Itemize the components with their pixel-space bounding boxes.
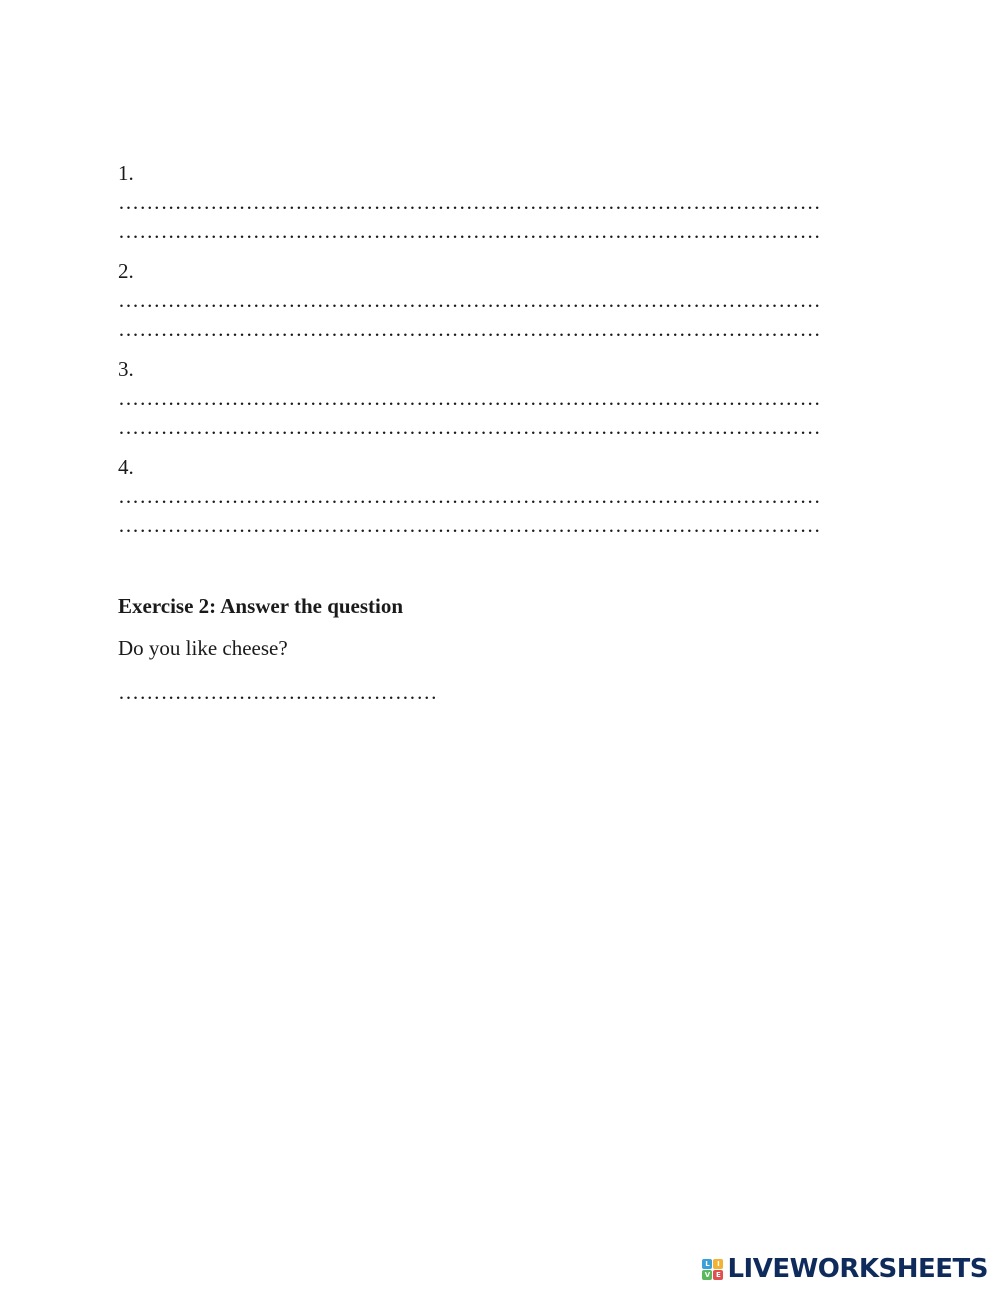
item-number: 1. bbox=[118, 161, 134, 185]
answer-line[interactable]: ……………………………………………………………………………………… bbox=[118, 190, 821, 214]
exercise-2-question: Do you like cheese? bbox=[118, 636, 288, 660]
answer-line[interactable]: ……………………………………………………………………………………… bbox=[118, 415, 821, 439]
exercise-2-title: Exercise 2: Answer the question bbox=[118, 594, 404, 618]
answer-item-2 bbox=[118, 256, 878, 344]
answer-line[interactable]: ……………………………………………………………………………………… bbox=[118, 317, 821, 341]
answer-item-3 bbox=[118, 354, 878, 442]
item-number: 4. bbox=[118, 455, 134, 479]
exercise-1-answer-area bbox=[118, 158, 878, 550]
answer-line[interactable]: ……………………………………………………………………………………… bbox=[118, 386, 821, 410]
logo-tile: E bbox=[713, 1270, 723, 1280]
answer-item-4 bbox=[118, 452, 878, 540]
exercise-2-answer-line[interactable]: ……………………………………… bbox=[118, 680, 438, 704]
item-number: 3. bbox=[118, 357, 134, 381]
answer-line[interactable]: ……………………………………………………………………………………… bbox=[118, 513, 821, 537]
logo-tile: V bbox=[702, 1270, 712, 1280]
logo-tile: I bbox=[713, 1259, 723, 1269]
answer-line[interactable]: ……………………………………………………………………………………… bbox=[118, 484, 821, 508]
answer-line[interactable]: ……………………………………………………………………………………… bbox=[118, 288, 821, 312]
answer-line[interactable]: ……………………………………………………………………………………… bbox=[118, 219, 821, 243]
item-number: 2. bbox=[118, 259, 134, 283]
answer-item-1 bbox=[118, 158, 878, 246]
liveworksheets-brand bbox=[702, 1254, 988, 1284]
logo-tile: L bbox=[702, 1259, 712, 1269]
brand-name: LIVEWORKSHEETS bbox=[727, 1254, 988, 1284]
liveworksheets-logo-icon bbox=[702, 1259, 723, 1280]
